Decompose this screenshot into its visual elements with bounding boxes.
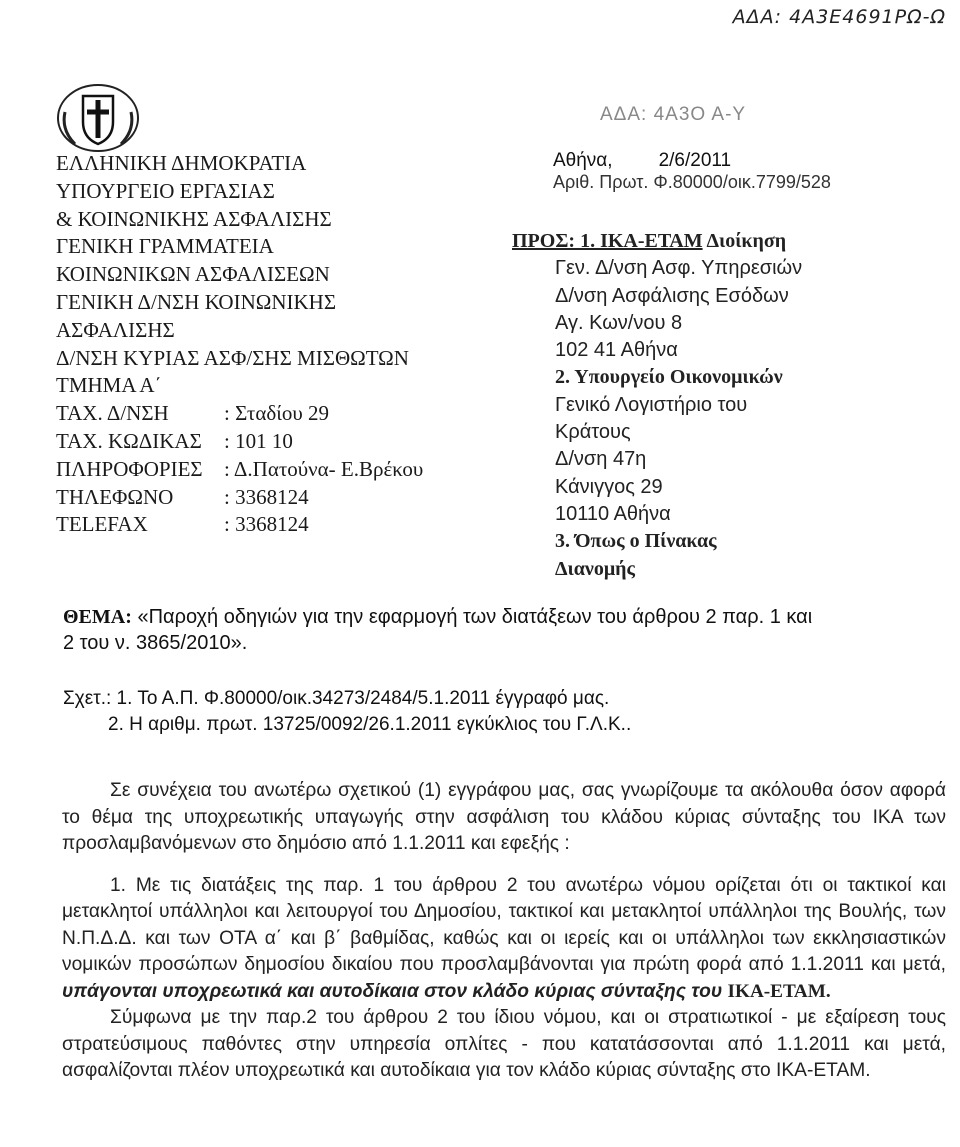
contact-value: : 101 10 xyxy=(224,428,293,453)
contact-key: ΤΗΛΕΦΩΝΟ xyxy=(56,484,174,509)
letter-body xyxy=(62,778,946,1085)
recipient-line: 10110 Αθήνα xyxy=(555,502,671,525)
issuer-line: ΑΣΦΑΛΙΣΗΣ xyxy=(56,317,175,342)
body-text: 1. Με τις διατάξεις της παρ. 1 του άρθρου 2 του ανωτέρω νόμου ορίζεται ότι οι τακτικοί και μετακλητοί υπάλληλοι και λειτουργοί του Δημοσίου, τακτικοί και μετακλητοί υπάλληλοι της Βουλής, των Ν.Π.Δ.Δ. και των ΟΤΑ α΄ και β΄ βαθμίδας, καθώς και οι ιερείς και οι υπάλληλοι των εκκλησιαστικών νομικών προσώπων δημοσίου δικαίου που προσλαμβάνονται για πρώτη φορά από 1.1.2011 και μετά, xyxy=(62,874,946,975)
greek-state-emblem-icon xyxy=(55,82,141,154)
contact-phone xyxy=(56,484,496,512)
issuer-line: ΓΕΝΙΚΗ ΓΡΑΜΜΑΤΕΙΑ xyxy=(56,234,274,259)
issuer-block xyxy=(56,150,496,539)
related-references xyxy=(63,686,943,738)
document-date xyxy=(553,150,953,172)
recipient-line: Κάνιγγος 29 xyxy=(555,475,663,498)
contact-info xyxy=(56,456,496,484)
subject-label: ΘΕΜΑ: xyxy=(63,606,132,628)
issuer-line: ΚΟΙΝΩΝΙΚΩΝ ΑΣΦΑΛΙΣΕΩΝ xyxy=(56,262,330,287)
recipient-3-title-cont: Διανομής xyxy=(555,557,635,580)
issuer-line: & ΚΟΙΝΩΝΙΚΗΣ ΑΣΦΑΛΙΣΗΣ xyxy=(56,206,332,231)
pros-rest: Διοίκηση xyxy=(702,230,787,252)
contact-fax xyxy=(56,511,496,539)
recipient-line: 102 41 Αθήνα xyxy=(555,339,678,362)
issuer-line: Δ/ΝΣΗ ΚΥΡΙΑΣ ΑΣΦ/ΣΗΣ ΜΙΣΘΩΤΩΝ xyxy=(56,345,409,370)
date-city: Αθήνα, xyxy=(553,150,613,171)
recipient-line: Γεν. Δ/νση Ασφ. Υπηρεσιών xyxy=(555,257,803,280)
contact-key: ΤΑΧ. Δ/ΝΣΗ xyxy=(56,401,169,426)
issuer-line: ΕΛΛΗΝΙΚΗ ΔΗΜΟΚΡΑΤΙΑ xyxy=(56,151,307,175)
contact-value: : Σταδίου 29 xyxy=(224,401,330,426)
recipient-line: Κράτους xyxy=(555,421,631,444)
subject-line-1 xyxy=(63,604,943,630)
recipient-line: Αγ. Κων/νου 8 xyxy=(555,311,683,334)
recipient-line: Γενικό Λογιστήριο του xyxy=(555,393,748,416)
subject-text: «Παροχή οδηγιών για την εφαρμογή των διατάξεων του άρθρου 2 παρ. 1 και xyxy=(131,606,813,628)
related-1 xyxy=(63,686,943,712)
recipient-3-title: 3. Όπως ο Πίνακας xyxy=(555,530,717,553)
related-label: Σχετ.: xyxy=(63,688,112,709)
issuer-line: ΤΜΗΜΑ Α΄ xyxy=(56,373,162,398)
recipients-block xyxy=(512,228,952,583)
subject xyxy=(63,604,943,656)
recipient-line: Δ/νση 47η xyxy=(555,448,647,471)
recipient-1-title xyxy=(512,228,952,255)
body-emphasis: υπάγονται υποχρεωτικά και αυτοδίκαια στον κλάδο κύριας σύνταξης του xyxy=(62,980,728,1002)
body-paragraph-3: Σύμφωνα με την παρ.2 του άρθρου 2 του ίδιου νόμου, και οι στρατιωτικοί - με εξαίρεση τους στρατεύσιμους παθόντες στην υπηρεσία οπλίτες - που κατατάσσονται από 1.1.2011 και μετά, ασφαλίζονται πλέον υποχρεωτικά και αυτοδίκαια για τον κλάδο κύριας σύνταξης στο ΙΚΑ-ΕΤΑΜ. xyxy=(62,1007,946,1081)
contact-value: : 3368124 xyxy=(224,512,309,537)
recipient-line: Δ/νση Ασφάλισης Εσόδων xyxy=(555,284,789,307)
related-2: 2. Η αριθμ. πρωτ. 13725/0092/26.1.2011 εγκύκλιος του Γ.Λ.Κ.. xyxy=(108,714,632,735)
body-paragraph-2 xyxy=(62,873,946,1006)
contact-key: TELEFAX xyxy=(56,512,148,537)
contact-address xyxy=(56,400,496,428)
contact-value: : Δ.Πατούνα- Ε.Βρέκου xyxy=(224,456,424,481)
ada-code: ΑΔΑ: 4Α3Ο Α-Υ xyxy=(600,104,747,125)
contact-value: : 3368124 xyxy=(224,484,309,509)
contact-postcode xyxy=(56,428,496,456)
contact-key: ΤΑΧ. ΚΩΔΙΚΑΣ xyxy=(56,428,202,453)
pros-label: ΠΡΟΣ: 1. ΙΚΑ-ΕΤΑΜ xyxy=(512,230,703,252)
date-value: 2/6/2011 xyxy=(658,150,732,171)
issuer-line: ΥΠΟΥΡΓΕΙΟ ΕΡΓΑΣΙΑΣ xyxy=(56,178,275,203)
contact-key: ΠΛΗΡΟΦΟΡΙΕΣ xyxy=(56,456,203,481)
document-meta xyxy=(553,104,953,193)
issuer-line: ΓΕΝΙΚΗ Δ/ΝΣΗ ΚΟΙΝΩΝΙΚΗΣ xyxy=(56,289,337,314)
handwritten-ada-note: ΑΔΑ: 4Α3Ε4691ΡΩ-Ω xyxy=(732,6,946,28)
subject-line-2: 2 του ν. 3865/2010». xyxy=(63,632,248,654)
body-emphasis-org: ΙΚΑ-ΕΤΑΜ. xyxy=(727,980,831,1002)
protocol-number: Αριθ. Πρωτ. Φ.80000/οικ.7799/528 xyxy=(553,172,831,192)
body-paragraph-1: Σε συνέχεια του ανωτέρω σχετικού (1) εγγράφου μας, σας γνωρίζουμε τα ακόλουθα όσον αφορά το θέμα της υποχρεωτικής υπαγωγής στην ασφάλιση του κλάδου κύριας σύνταξης του ΙΚΑ των προσλαμβανόμενων στο δημόσιο από 1.1.2011 και εφεξής : xyxy=(62,780,946,854)
recipient-2-title: 2. Υπουργείο Οικονομικών xyxy=(555,366,783,389)
related-text: 1. Το Α.Π. Φ.80000/οικ.34273/2484/5.1.2011 έγγραφό μας. xyxy=(111,688,610,709)
